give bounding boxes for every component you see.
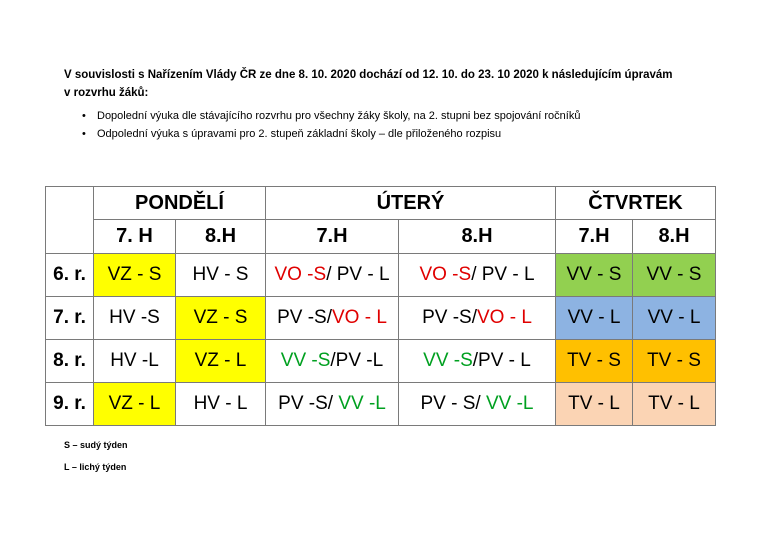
subject-text: VV -L: [485, 393, 534, 414]
class-header: 7.H: [556, 220, 633, 254]
subject-text: VZ - L: [194, 350, 247, 371]
schedule-cell: [399, 254, 556, 297]
subject-text: / PV - L: [471, 264, 535, 285]
subject-text: PV -S/: [278, 393, 339, 414]
table-row: [46, 297, 716, 340]
schedule-cell: [94, 254, 176, 297]
intro-line-2: v rozvrhu žáků:: [64, 87, 149, 99]
subject-text: VV - S: [566, 264, 622, 285]
subject-text: VO - L: [332, 307, 387, 328]
table-row: [46, 340, 716, 383]
subject-text: HV -L: [110, 350, 159, 371]
schedule-cell: [633, 254, 716, 297]
subject-text: / PV - L: [326, 264, 390, 285]
subject-text: VO -S: [274, 264, 327, 285]
day-header-row: [46, 187, 716, 220]
subject-text: VV - L: [567, 307, 621, 328]
table-row: [46, 254, 716, 297]
subject-text: VZ - S: [193, 307, 248, 328]
subject-text: VZ - L: [108, 393, 161, 414]
day-header-tuesday: ÚTERÝ: [266, 187, 556, 220]
class-header: 7.H: [266, 220, 399, 254]
class-header-row: [46, 220, 716, 254]
corner-cell: [46, 187, 94, 254]
subject-text: HV - S: [192, 264, 249, 285]
subject-text: PV -S/: [277, 307, 332, 328]
subject-text: VV -S: [280, 350, 331, 371]
grade-cell: 6. r.: [46, 254, 94, 297]
class-header: 8.H: [176, 220, 266, 254]
class-header: 7. H: [94, 220, 176, 254]
subject-text: HV - L: [193, 393, 248, 414]
legend-odd-week: L – lichý týden: [64, 462, 127, 472]
bullet-item: • Odpolední výuka s úpravami pro 2. stupeň základní školy – dle přiloženého rozpisu: [82, 125, 580, 143]
subject-text: VZ - S: [107, 264, 162, 285]
class-header: 8.H: [633, 220, 716, 254]
subject-text: TV - L: [648, 393, 700, 414]
subject-text: VO - L: [477, 307, 532, 328]
subject-text: VV - L: [647, 307, 701, 328]
schedule-cell: [556, 383, 633, 426]
schedule-body: [46, 254, 716, 426]
schedule-cell: [176, 383, 266, 426]
subject-text: HV -S: [109, 307, 160, 328]
subject-text: TV - S: [647, 350, 701, 371]
schedule-cell: [266, 254, 399, 297]
schedule-cell: [94, 383, 176, 426]
bullet-list: [82, 107, 580, 143]
schedule-cell: [176, 340, 266, 383]
schedule-cell: [399, 297, 556, 340]
schedule-cell: [556, 297, 633, 340]
schedule-cell: [399, 383, 556, 426]
subject-text: /PV - L: [472, 350, 531, 371]
bullet-item: • Dopolední výuka dle stávajícího rozvrhu pro všechny žáky školy, na 2. stupni bez spojování ročníků: [82, 107, 580, 125]
subject-text: TV - L: [568, 393, 620, 414]
subject-text: VO -S: [419, 264, 472, 285]
schedule-cell: [266, 383, 399, 426]
schedule-cell: [633, 340, 716, 383]
class-header: 8.H: [399, 220, 556, 254]
schedule-cell: [266, 297, 399, 340]
intro-text: [64, 66, 744, 102]
subject-text: TV - S: [567, 350, 621, 371]
subject-text: VV -L: [338, 393, 386, 414]
subject-text: VV -S: [423, 350, 473, 371]
day-header-thursday: ČTVRTEK: [556, 187, 716, 220]
subject-text: VV - S: [646, 264, 702, 285]
day-header-monday: PONDĚLÍ: [94, 187, 266, 220]
legend-even-week: S – sudý týden: [64, 440, 128, 450]
subject-text: /PV -L: [330, 350, 384, 371]
schedule-cell: [94, 340, 176, 383]
schedule-cell: [176, 254, 266, 297]
schedule-cell: [399, 340, 556, 383]
schedule-cell: [176, 297, 266, 340]
schedule-cell: [633, 383, 716, 426]
schedule-cell: [556, 254, 633, 297]
subject-text: PV -S/: [422, 307, 477, 328]
schedule-cell: [94, 297, 176, 340]
schedule-cell: [266, 340, 399, 383]
schedule-cell: [556, 340, 633, 383]
intro-line-1: V souvislosti s Nařízením Vlády ČR ze dne 8. 10. 2020 dochází od 12. 10. do 23. 10 2020 k následujícím úpravám: [64, 69, 673, 81]
table-row: [46, 383, 716, 426]
grade-cell: 8. r.: [46, 340, 94, 383]
schedule-table: [45, 186, 716, 426]
schedule-cell: [633, 297, 716, 340]
grade-cell: 7. r.: [46, 297, 94, 340]
subject-text: PV - S/: [420, 393, 486, 414]
grade-cell: 9. r.: [46, 383, 94, 426]
